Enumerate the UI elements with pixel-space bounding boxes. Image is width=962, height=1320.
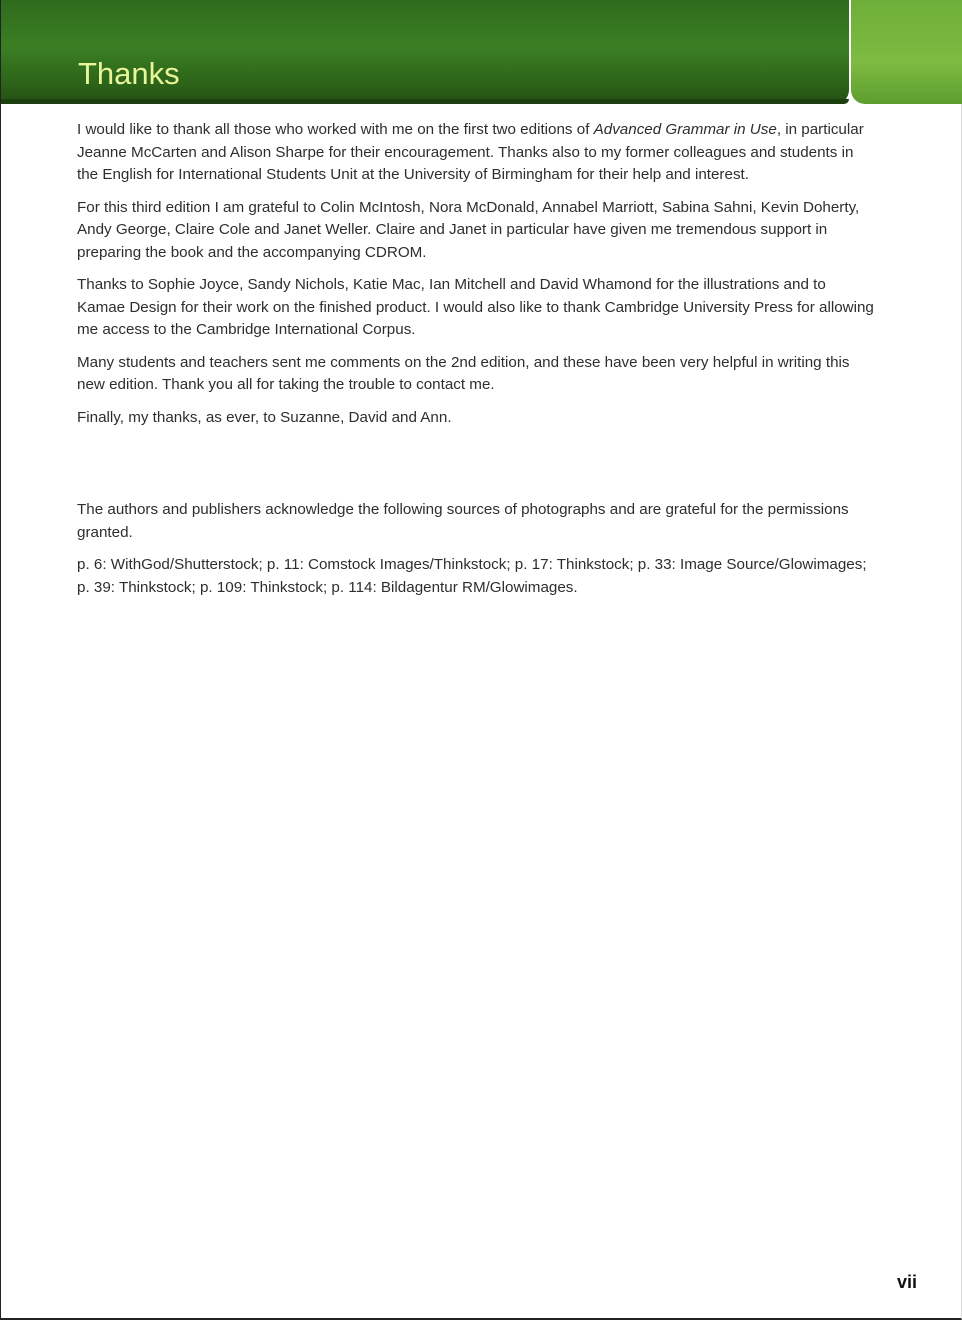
thanks-paragraph-5: Finally, my thanks, as ever, to Suzanne, David and Ann. [77, 408, 452, 426]
credits-list: p. 6: WithGod/Shutterstock; p. 11: Comstock Images/Thinkstock; p. 17: Thinkstock; p. 33: Image Source/Glowimages; p. 39: Thinkstock; p. 109: Thinkstock; p. 114: Bildagentur RM/Glowimages. [77, 556, 867, 596]
thanks-paragraph-2: For this third edition I am grateful to Colin McIntosh, Nora McDonald, Annabel Marriott, Sabina Sahni, Kevin Doherty, Andy George, Claire Cole and Janet Weller. Claire and Janet in particular have given me tremendous support in preparing the book and the accompanying CDROM. [77, 198, 860, 261]
thanks-p1-after: , in particular Jeanne McCarten and Alison Sharpe for their encouragement. Thanks also to my former colleagues and students in the English for International Students Unit at the University of Birmingham for their help and interest. [77, 121, 864, 183]
page-number: vii [896, 1272, 917, 1292]
thanks-paragraph-4: Many students and teachers sent me comments on the 2nd edition, and these have been very helpful in writing this new edition. Thank you all for taking the trouble to contact me. [77, 353, 850, 393]
thanks-p1-before: I would like to thank all those who worked with me on the first two editions of [77, 121, 594, 138]
thanks-paragraph-3: Thanks to Sophie Joyce, Sandy Nichols, Katie Mac, Ian Mitchell and David Whamond for the illustrations and to Kamae Design for their work on the finished product. I would also like to thank Cambridge University Press for allowing me access to the Cambridge International Corpus. [77, 276, 874, 338]
credits-intro: The authors and publishers acknowledge the following sources of photographs and are grateful for the permissions granted. [77, 501, 849, 541]
thanks-paragraph-1 [77, 119, 877, 187]
page-title: Thanks [78, 56, 180, 91]
thanks-section [77, 119, 877, 439]
header-tab [851, 0, 962, 104]
photo-credits-section [77, 499, 877, 609]
book-title-italic: Advanced Grammar in Use [593, 121, 777, 138]
